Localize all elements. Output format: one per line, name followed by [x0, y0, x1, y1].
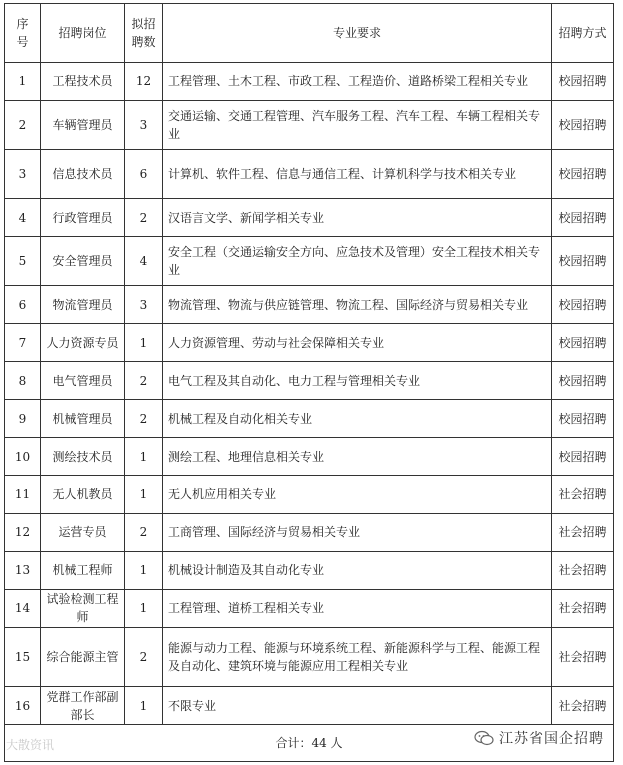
position-cell: 安全管理员 [41, 237, 125, 286]
table-row [5, 63, 614, 101]
position-cell: 试验检测工程师 [41, 589, 125, 627]
seq-cell: 16 [5, 687, 41, 725]
seq-cell: 10 [5, 438, 41, 476]
requirements-cell: 无人机应用相关专业 [163, 476, 552, 514]
method-cell: 社会招聘 [552, 589, 614, 627]
count-cell: 2 [125, 627, 163, 686]
requirements-cell: 工商管理、国际经济与贸易相关专业 [163, 513, 552, 551]
method-cell: 校园招聘 [552, 362, 614, 400]
seq-cell: 3 [5, 150, 41, 199]
position-cell: 人力资源专员 [41, 324, 125, 362]
count-cell: 1 [125, 589, 163, 627]
seq-cell: 7 [5, 324, 41, 362]
count-cell: 3 [125, 286, 163, 324]
table-row [5, 438, 614, 476]
requirements-cell: 不限专业 [163, 687, 552, 725]
position-cell: 工程技术员 [41, 63, 125, 101]
watermark-right-text: 江苏省国企招聘 [499, 731, 604, 747]
table-row [5, 100, 614, 149]
count-cell: 6 [125, 150, 163, 199]
count-cell: 2 [125, 513, 163, 551]
seq-cell: 5 [5, 237, 41, 286]
recruitment-table [4, 3, 614, 762]
position-cell: 车辆管理员 [41, 100, 125, 149]
seq-cell: 4 [5, 199, 41, 237]
count-cell: 3 [125, 100, 163, 149]
count-cell: 1 [125, 476, 163, 514]
watermark-left: 大散资讯 [6, 738, 55, 752]
count-cell: 2 [125, 400, 163, 438]
header-requirements: 专业要求 [163, 4, 552, 63]
count-cell: 1 [125, 438, 163, 476]
table-row [5, 237, 614, 286]
header-count: 拟招 聘数 [125, 4, 163, 63]
table-row [5, 589, 614, 627]
count-cell: 2 [125, 199, 163, 237]
position-cell: 机械工程师 [41, 551, 125, 589]
table-row [5, 476, 614, 514]
position-cell: 行政管理员 [41, 199, 125, 237]
method-cell: 校园招聘 [552, 100, 614, 149]
count-cell: 12 [125, 63, 163, 101]
method-cell: 社会招聘 [552, 687, 614, 725]
seq-cell: 13 [5, 551, 41, 589]
method-cell: 校园招聘 [552, 324, 614, 362]
table-row [5, 286, 614, 324]
header-method: 招聘方式 [552, 4, 614, 63]
method-cell: 校园招聘 [552, 199, 614, 237]
seq-cell: 15 [5, 627, 41, 686]
total-cell: 合计：44 人 [5, 725, 614, 762]
table-row [5, 199, 614, 237]
requirements-cell: 机械设计制造及其自动化专业 [163, 551, 552, 589]
position-cell: 运营专员 [41, 513, 125, 551]
requirements-cell: 机械工程及自动化相关专业 [163, 400, 552, 438]
count-cell: 1 [125, 687, 163, 725]
seq-cell: 1 [5, 63, 41, 101]
position-cell: 无人机教员 [41, 476, 125, 514]
count-cell: 1 [125, 324, 163, 362]
position-cell: 电气管理员 [41, 362, 125, 400]
table-row [5, 324, 614, 362]
table-row [5, 362, 614, 400]
position-cell: 信息技术员 [41, 150, 125, 199]
table-row [5, 513, 614, 551]
count-cell: 2 [125, 362, 163, 400]
requirements-cell: 能源与动力工程、能源与环境系统工程、新能源科学与工程、能源工程及自动化、建筑环境与能源应用工程相关专业 [163, 627, 552, 686]
method-cell: 社会招聘 [552, 476, 614, 514]
position-cell: 测绘技术员 [41, 438, 125, 476]
requirements-cell: 人力资源管理、劳动与社会保障相关专业 [163, 324, 552, 362]
position-cell: 物流管理员 [41, 286, 125, 324]
header-seq: 序 号 [5, 4, 41, 63]
requirements-cell: 交通运输、交通工程管理、汽车服务工程、汽车工程、车辆工程相关专业 [163, 100, 552, 149]
count-cell: 1 [125, 551, 163, 589]
table-body [5, 63, 614, 762]
table-row [5, 551, 614, 589]
method-cell: 校园招聘 [552, 237, 614, 286]
requirements-cell: 电气工程及其自动化、电力工程与管理相关专业 [163, 362, 552, 400]
header-position: 招聘岗位 [41, 4, 125, 63]
method-cell: 校园招聘 [552, 63, 614, 101]
method-cell: 校园招聘 [552, 400, 614, 438]
requirements-cell: 工程管理、道桥工程相关专业 [163, 589, 552, 627]
position-cell: 党群工作部副部长 [41, 687, 125, 725]
requirements-cell: 测绘工程、地理信息相关专业 [163, 438, 552, 476]
watermark-right [470, 726, 608, 750]
seq-cell: 11 [5, 476, 41, 514]
requirements-cell: 物流管理、物流与供应链管理、物流工程、国际经济与贸易相关专业 [163, 286, 552, 324]
seq-cell: 14 [5, 589, 41, 627]
method-cell: 校园招聘 [552, 150, 614, 199]
count-cell: 4 [125, 237, 163, 286]
seq-cell: 2 [5, 100, 41, 149]
table-row [5, 400, 614, 438]
seq-cell: 8 [5, 362, 41, 400]
table-row [5, 150, 614, 199]
requirements-cell: 安全工程（交通运输安全方向、应急技术及管理）安全工程技术相关专业 [163, 237, 552, 286]
seq-cell: 6 [5, 286, 41, 324]
seq-cell: 9 [5, 400, 41, 438]
method-cell: 社会招聘 [552, 551, 614, 589]
requirements-cell: 计算机、软件工程、信息与通信工程、计算机科学与技术相关专业 [163, 150, 552, 199]
seq-cell: 12 [5, 513, 41, 551]
method-cell: 社会招聘 [552, 513, 614, 551]
position-cell: 机械管理员 [41, 400, 125, 438]
wechat-icon [474, 730, 494, 746]
table-row [5, 687, 614, 725]
table-row [5, 627, 614, 686]
requirements-cell: 工程管理、土木工程、市政工程、工程造价、道路桥梁工程相关专业 [163, 63, 552, 101]
position-cell: 综合能源主管 [41, 627, 125, 686]
method-cell: 校园招聘 [552, 286, 614, 324]
requirements-cell: 汉语言文学、新闻学相关专业 [163, 199, 552, 237]
method-cell: 社会招聘 [552, 627, 614, 686]
method-cell: 校园招聘 [552, 438, 614, 476]
